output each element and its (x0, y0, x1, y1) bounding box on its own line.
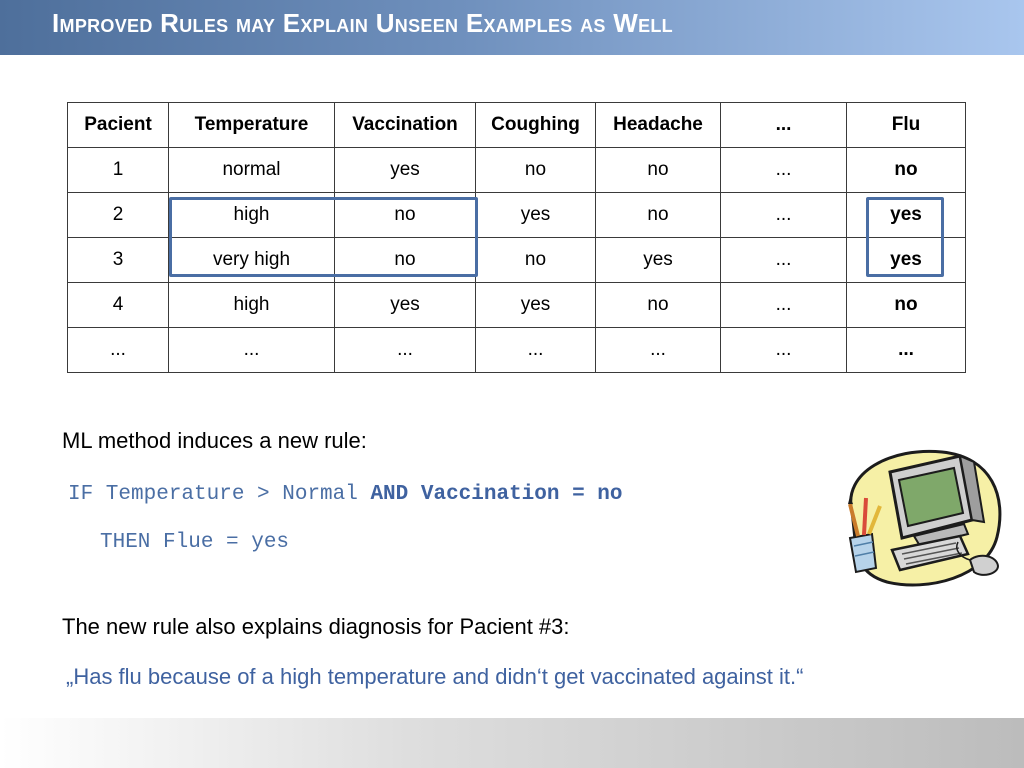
table-cell: ... (476, 328, 596, 373)
table-cell: ... (721, 283, 847, 328)
footer-bar (0, 718, 1024, 768)
table-cell: high (169, 283, 335, 328)
table-cell-flu: no (847, 148, 966, 193)
table-cell: no (335, 193, 476, 238)
table-cell: no (476, 148, 596, 193)
rule-if-bold: AND Vaccination = no (370, 483, 623, 506)
table-cell: ... (721, 193, 847, 238)
table-cell: yes (335, 283, 476, 328)
table-cell: 3 (68, 238, 169, 283)
table-cell: 4 (68, 283, 169, 328)
header-ellipsis: ... (721, 103, 847, 148)
table-cell: ... (68, 328, 169, 373)
header-vaccination: Vaccination (335, 103, 476, 148)
table-cell: yes (335, 148, 476, 193)
new-rule-text: The new rule also explains diagnosis for Pacient #3: (62, 614, 570, 639)
table-cell: 1 (68, 148, 169, 193)
table-header-row (68, 103, 966, 148)
table-cell: no (476, 238, 596, 283)
table-row (68, 148, 966, 193)
table-cell: high (169, 193, 335, 238)
explanation-quote: „Has flu because of a high temperature and didn‘t get vaccinated against it.“ (66, 664, 804, 689)
table-cell: ... (721, 328, 847, 373)
table-cell: no (596, 283, 721, 328)
computer-clipart-icon (832, 442, 1007, 592)
table-cell-flu: yes (847, 238, 966, 283)
highlight-box-flu (866, 197, 944, 277)
rule-if-line (68, 483, 623, 506)
table-cell: ... (721, 238, 847, 283)
header-flu: Flu (847, 103, 966, 148)
title-bar (0, 0, 1024, 55)
rule-if-plain: IF Temperature > Normal (68, 483, 371, 506)
table-cell: 2 (68, 193, 169, 238)
table-cell-flu: ... (847, 328, 966, 373)
table-cell: no (335, 238, 476, 283)
table-cell: no (596, 193, 721, 238)
header-coughing: Coughing (476, 103, 596, 148)
table-cell: ... (169, 328, 335, 373)
table-row (68, 328, 966, 373)
table-cell: yes (596, 238, 721, 283)
header-headache: Headache (596, 103, 721, 148)
ml-method-text: ML method induces a new rule: (62, 428, 367, 453)
table-cell: ... (335, 328, 476, 373)
table-cell-flu: no (847, 283, 966, 328)
table-cell: no (596, 148, 721, 193)
header-pacient: Pacient (68, 103, 169, 148)
table-cell: ... (596, 328, 721, 373)
highlight-box-conditions (169, 197, 478, 277)
table-row (68, 283, 966, 328)
table-cell: yes (476, 283, 596, 328)
rule-then-line: THEN Flue = yes (100, 531, 290, 554)
table-cell-flu: yes (847, 193, 966, 238)
table-cell: yes (476, 193, 596, 238)
slide-title: Improved Rules may Explain Unseen Examples as Well (52, 8, 673, 38)
header-temperature: Temperature (169, 103, 335, 148)
table-cell: very high (169, 238, 335, 283)
table-cell: ... (721, 148, 847, 193)
table-cell: normal (169, 148, 335, 193)
